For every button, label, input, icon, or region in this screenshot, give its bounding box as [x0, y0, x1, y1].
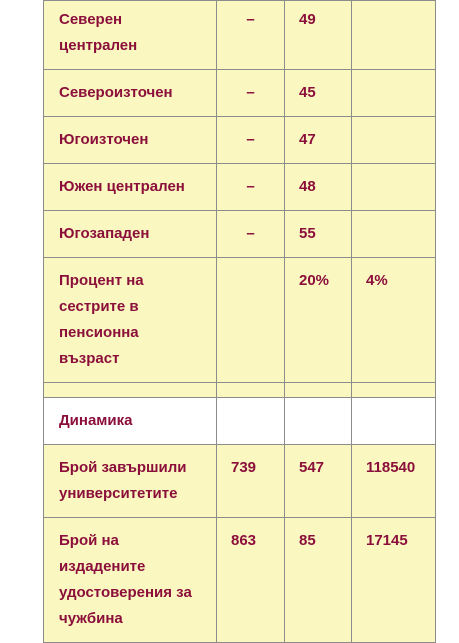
cell-value: 863 [217, 518, 285, 643]
cell-value [217, 383, 285, 398]
section-header-row [44, 398, 436, 445]
row-label: Югозападен [44, 211, 217, 258]
table-row [44, 445, 436, 518]
cell-value: – [217, 117, 285, 164]
row-label: Процент на сестрите в пенсионна възраст [44, 258, 217, 383]
cell-value: 4% [352, 258, 436, 383]
cell-value [285, 398, 352, 445]
cell-value: 48 [285, 164, 352, 211]
table-row [44, 1, 436, 70]
cell-value: – [217, 70, 285, 117]
cell-value: 45 [285, 70, 352, 117]
table-spacer-row [44, 383, 436, 398]
row-label: Брой завършили университетите [44, 445, 217, 518]
cell-value: 547 [285, 445, 352, 518]
cell-value: 17145 [352, 518, 436, 643]
section-title: Динамика [44, 398, 217, 445]
cell-value: 739 [217, 445, 285, 518]
table-row [44, 258, 436, 383]
cell-value: – [217, 164, 285, 211]
cell-value [352, 211, 436, 258]
cell-value: 47 [285, 117, 352, 164]
cell-value: 20% [285, 258, 352, 383]
cell-value [352, 398, 436, 445]
cell-value [352, 70, 436, 117]
row-label [44, 383, 217, 398]
row-label: Северен централен [44, 1, 217, 70]
cell-value [352, 164, 436, 211]
table-row [44, 164, 436, 211]
cell-value: – [217, 1, 285, 70]
cell-value: 118540 [352, 445, 436, 518]
row-label: Североизточен [44, 70, 217, 117]
row-label: Брой на издадените удостоверения за чужбина [44, 518, 217, 643]
data-table-container [43, 0, 436, 643]
cell-value: 85 [285, 518, 352, 643]
table-row [44, 518, 436, 643]
cell-value [352, 383, 436, 398]
statistics-table [43, 0, 436, 643]
cell-value: 49 [285, 1, 352, 70]
table-row [44, 117, 436, 164]
row-label: Южен централен [44, 164, 217, 211]
cell-value [217, 258, 285, 383]
row-label: Югоизточен [44, 117, 217, 164]
cell-value [285, 383, 352, 398]
cell-value: 55 [285, 211, 352, 258]
cell-value [352, 1, 436, 70]
cell-value [352, 117, 436, 164]
cell-value [217, 398, 285, 445]
cell-value: – [217, 211, 285, 258]
table-row [44, 211, 436, 258]
table-row [44, 70, 436, 117]
